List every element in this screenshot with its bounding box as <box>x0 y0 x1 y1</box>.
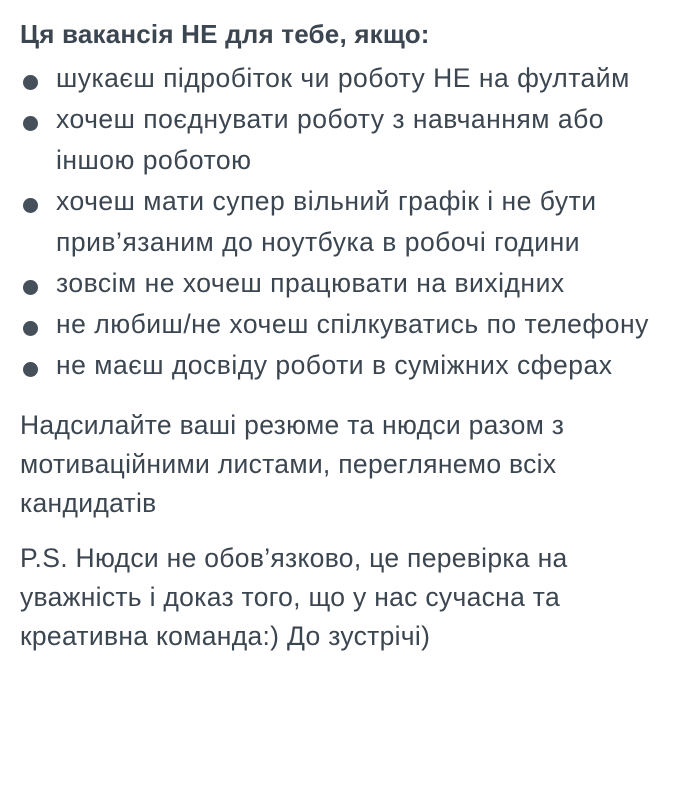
list-item-text: не маєш досвіду роботи в суміжних сферах <box>56 350 613 380</box>
list-item <box>20 345 670 386</box>
list-item-text: не любиш/не хочеш спілкуватись по телефону <box>56 309 649 339</box>
list-item <box>20 99 670 181</box>
list-item-text: хочеш мати супер вільний графік і не бути прив’язаним до ноутбука в робочі години <box>56 186 597 257</box>
list-item-text: хочеш поєднувати роботу з навчанням або іншою роботою <box>56 104 604 175</box>
list-item <box>20 263 670 304</box>
list-item <box>20 304 670 345</box>
list-item <box>20 181 670 263</box>
bullet-icon <box>23 75 38 90</box>
bullet-icon <box>23 116 38 131</box>
list-item-text: зовсім не хочеш працювати на вихідних <box>56 268 565 298</box>
section-heading: Ця вакансія НЕ для тебе, якщо: <box>20 19 430 49</box>
bullet-icon <box>23 198 38 213</box>
bullet-icon <box>23 362 38 377</box>
bullet-icon <box>23 321 38 336</box>
list-item-text: шукаєш підробіток чи роботу НЕ на фултайм <box>56 63 630 93</box>
ps-paragraph: P.S. Нюдси не обов’язково, це перевірка на уважність і доказ того, що у нас сучасна та креативна команда:) До зустрічі) <box>20 543 568 651</box>
bullet-icon <box>23 280 38 295</box>
list-item <box>20 58 670 99</box>
apply-paragraph: Надсилайте ваші резюме та нюдси разом з мотиваційними листами, переглянемо всіх кандидатів <box>20 410 565 518</box>
reasons-list <box>20 58 670 386</box>
